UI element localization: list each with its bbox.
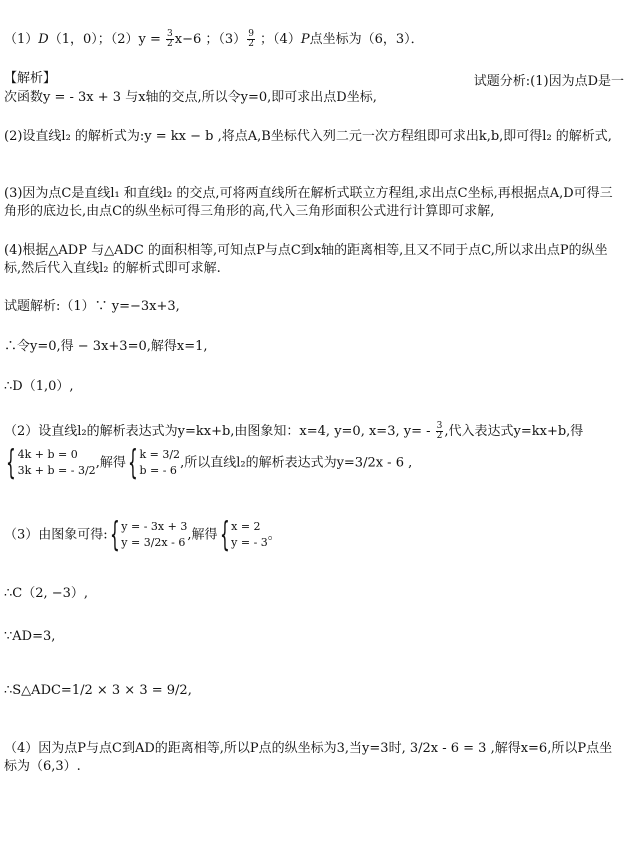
- answer-part-3: x−6 ；（3）: [174, 32, 247, 47]
- left-brace-icon: {: [127, 443, 138, 483]
- solution-line-5: { 4k + b = 0 3k + b = - 3/2 ,解得 { k = 3/2 b = - 6 ,所以直线l₂的解析表达式为y=3/2x - 6 ,: [5, 443, 413, 483]
- analysis-step-2: (2)设直线l₂ 的解析式为:y = kx − b ,将点A,B坐标代入列二元一次方程组即可求出k,b,即可得l₂ 的解析式,: [4, 129, 612, 144]
- solution-line-7: ∴C（2, −3）,: [4, 586, 89, 601]
- analysis-intro-right: 试题分析:(1)因为点D是一: [473, 74, 624, 89]
- analysis-step-3: (3)因为点C是直线l₁ 和直线l₂ 的交点,可将两直线所在解析式联立方程组,求出点C坐标,再根据点A,D可得三角形的底边长,由点C的纵坐标可得三角形的高,代入三角形面积公式进行计算即可求解,: [4, 186, 613, 219]
- left-brace-icon: {: [219, 515, 230, 555]
- equation-system-3: { y = - 3x + 3 y = 3/2x - 6: [109, 515, 188, 555]
- answer-fraction-2: $\frac{9}{2}$: [248, 29, 254, 49]
- solution-line-8: ∵AD=3,: [4, 629, 56, 644]
- solution-line-3: ∴D（1,0）,: [4, 379, 74, 394]
- answer-point-p: P: [300, 32, 310, 47]
- equation-system-2: { k = 3/2 b = - 6: [127, 443, 181, 483]
- answer-point-d: D: [38, 32, 49, 47]
- analysis-intro-cont: 次函数y = - 3x + 3 与x轴的交点,所以令y=0,即可求出点D坐标,: [4, 90, 377, 105]
- answer-part-1: （1）: [4, 32, 39, 47]
- solution-fraction-neg-3-2: $\frac{3}{2}$: [436, 421, 443, 441]
- analysis-step-4: (4)根据△ADP 与△ADC 的面积相等,可知点P与点C到x轴的距离相等,且又不同于点C,所以求出点P的纵坐标,然后代入直线l₂ 的解析式即可求解.: [4, 243, 608, 276]
- answer-part-2: （1，0）；（2）y =: [48, 32, 166, 47]
- answer-part-4: ；（4）: [255, 32, 301, 47]
- solution-line-9: ∴S△ADC=1/2 × 3 × 3 = 9/2,: [4, 683, 192, 698]
- solution-line-1: 试题解析:（1）∵ y=−3x+3,: [4, 299, 180, 314]
- answer-line: [4, 30, 424, 49]
- left-brace-icon: {: [5, 443, 16, 483]
- left-brace-icon: {: [109, 515, 120, 555]
- equation-system-1: { 4k + b = 0 3k + b = - 3/2: [5, 443, 96, 483]
- solution-line-4: （2）设直线l₂的解析表达式为y=kx+b,由图象知：x=4, y=0, x=3, y= - $\frac{3}{2}$ ,代入表达式y=kx+b,得: [4, 421, 584, 441]
- answer-part-5: 点坐标为（6，3）．: [309, 32, 424, 47]
- analysis-heading: 【解析】: [4, 71, 57, 86]
- answer-fraction-1: $\frac{3}{2}$: [167, 29, 173, 49]
- solution-line-10: （4）因为点P与点C到AD的距离相等,所以P点的纵坐标为3,当y=3时, 3/2x - 6 = 3 ,解得x=6,所以P点坐标为（6,3）.: [4, 741, 613, 774]
- solution-line-6: （3）由图象可得: { y = - 3x + 3 y = 3/2x - 6 ,解得 { x = 2 y = - 3 。: [4, 515, 281, 555]
- equation-system-4: { x = 2 y = - 3: [219, 515, 268, 555]
- solution-line-2: ∴令y=0,得 − 3x+3=0,解得x=1,: [4, 339, 208, 354]
